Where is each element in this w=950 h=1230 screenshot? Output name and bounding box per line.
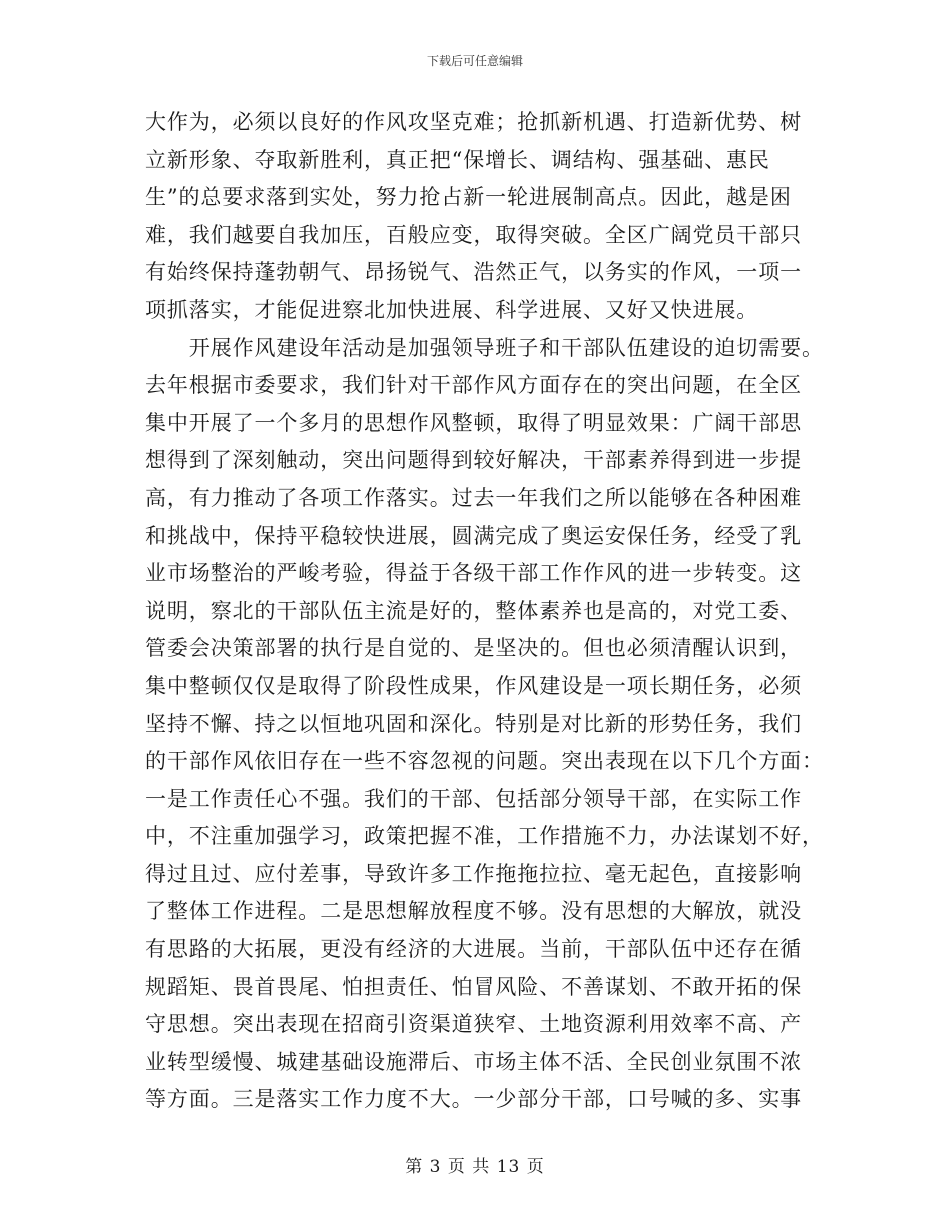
- text-line: 和挑战中，保持平稳较快进展，圆满完成了奥运安保任务，经受了乳: [145, 523, 802, 548]
- text-line: 生”的总要求落到实处，努力抢占新一轮进展制高点。因此，越是困: [145, 185, 792, 210]
- text-line: 中，不注重加强学习，政策把握不准，工作措施不力，办法谋划不好，: [145, 824, 824, 849]
- text-line: 了整体工作进程。二是思想解放程度不够。没有思想的大解放，就没: [145, 899, 802, 924]
- text-line: 坚持不懈、持之以恒地巩固和深化。特别是对比新的形势任务，我们: [145, 711, 802, 736]
- text-line: 等方面。三是落实工作力度不大。一少部分干部，口号喊的多、实事: [145, 1087, 802, 1112]
- text-line: 业市场整治的严峻考验，得益于各级干部工作作风的进一步转变。这: [145, 561, 802, 586]
- text-line: 集中整顿仅仅是取得了阶段性成果，作风建设是一项长期任务，必须: [145, 673, 802, 698]
- document-body: [145, 104, 824, 1119]
- text-line: 说明，察北的干部队伍主流是好的，整体素养也是高的，对党工委、: [145, 598, 802, 623]
- text-line: 的干部作风依旧存在一些不容忽视的问题。突出表现在以下几个方面：: [145, 749, 824, 774]
- text-line: 管委会决策部署的执行是自觉的、是坚决的。但也必须清醒认识到，: [145, 636, 802, 661]
- page-header: 下载后可任意编辑: [426, 54, 523, 68]
- text-line: 一是工作责任心不强。我们的干部、包括部分领导干部，在实际工作: [145, 786, 802, 811]
- text-line: 守思想。突出表现在招商引资渠道狭窄、土地资源利用效率不高、产: [145, 1012, 802, 1037]
- text-line: 立新形象、夺取新胜利，真正把“保增长、调结构、强基础、惠民: [145, 147, 770, 172]
- text-line: 有思路的大拓展，更没有经济的大进展。当前，干部队伍中还存在循: [145, 937, 802, 962]
- text-line: 得过且过、应付差事，导致许多工作拖拖拉拉、毫无起色，直接影响: [145, 861, 802, 886]
- text-line: 大作为，必须以良好的作风攻坚克难；抢抓新机遇、打造新优势、树: [145, 110, 802, 134]
- text-line: 规蹈矩、畏首畏尾、怕担责任、怕冒风险、不善谋划、不敢开拓的保: [145, 974, 802, 999]
- text-line: 有始终保持蓬勃朝气、昂扬锐气、浩然正气，以务实的作风，一项一: [145, 260, 802, 285]
- text-line: 高，有力推动了各项工作落实。过去一年我们之所以能够在各种困难: [145, 485, 802, 510]
- text-line: 去年根据市委要求，我们针对干部作风方面存在的突出问题，在全区: [145, 373, 802, 398]
- text-line: 业转型缓慢、城建基础设施滞后、市场主体不活、全民创业氛围不浓: [145, 1049, 802, 1074]
- text-line: 难，我们越要自我加压，百般应变，取得突破。全区广阔党员干部只: [145, 222, 802, 247]
- text-line: 想得到了深刻触动，突出问题得到较好解决，干部素养得到进一步提: [145, 448, 802, 473]
- page-number-footer: 第 3 页 共 13 页: [405, 1157, 545, 1177]
- paragraph-start-line: 开展作风建设年活动是加强领导班子和干部队伍建设的迫切需要。: [145, 335, 824, 360]
- text-line: 项抓落实，才能促进察北加快进展、科学进展、又好又快进展。: [145, 297, 759, 322]
- text-line: 集中开展了一个多月的思想作风整顿，取得了明显效果：广阔干部思: [145, 410, 802, 435]
